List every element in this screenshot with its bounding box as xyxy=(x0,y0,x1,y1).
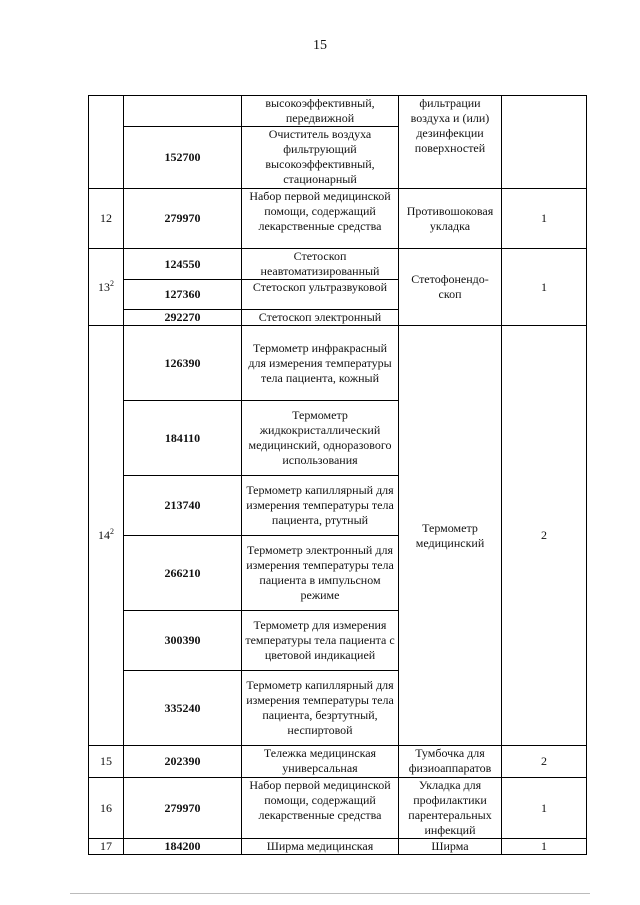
code-cell: 202390 xyxy=(124,746,242,778)
name-cell: Стетоскоп электронный xyxy=(242,310,399,326)
qty-cell: 1 xyxy=(502,189,587,249)
name-cell: Очиститель воздуха фильтрующий высокоэффективный, стационарный xyxy=(242,127,399,189)
row-number-cell: 16 xyxy=(89,778,124,839)
qty-cell: 2 xyxy=(502,326,587,746)
code-cell: 292270 xyxy=(124,310,242,326)
name-cell: Термометр капиллярный для измерения температуры тела пациента, безртутный, неспиртовой xyxy=(242,671,399,746)
table-row xyxy=(89,96,587,127)
row-number-cell: $14^2$ xyxy=(89,326,124,746)
code-cell: 184200 xyxy=(124,839,242,855)
name-cell: высокоэффективный, передвижной xyxy=(242,96,399,127)
code-cell: 213740 xyxy=(124,476,242,536)
code-cell: 279970 xyxy=(124,778,242,839)
type-cell: Ширма xyxy=(399,839,502,855)
code-cell: 127360 xyxy=(124,280,242,310)
name-cell: Термометр электронный для измерения температуры тела пациента в импульсном режиме xyxy=(242,536,399,611)
equipment-table xyxy=(88,95,587,855)
name-cell: Термометр жидкокристаллический медицинский, одноразового использования xyxy=(242,401,399,476)
name-cell: Ширма медицинская xyxy=(242,839,399,855)
type-cell: Укладка для профилактики парентеральных инфекций xyxy=(399,778,502,839)
table-row xyxy=(89,249,587,280)
table-row xyxy=(89,778,587,839)
table-row xyxy=(89,189,587,249)
qty-cell xyxy=(502,96,587,189)
name-cell: Термометр инфракрасный для измерения температуры тела пациента, кожный xyxy=(242,326,399,401)
name-cell: Тележка медицинская универсальная xyxy=(242,746,399,778)
type-cell: Термометр медицинский xyxy=(399,326,502,746)
page-number: 15 xyxy=(313,38,327,53)
name-cell: Термометр для измерения температуры тела пациента с цветовой индикацией xyxy=(242,611,399,671)
name-cell: Набор первой медицинской помощи, содержащий лекарственные средства xyxy=(242,189,399,249)
name-cell: Термометр капиллярный для измерения температуры тела пациента, ртутный xyxy=(242,476,399,536)
code-cell: 152700 xyxy=(124,127,242,189)
row-number-cell: 17 xyxy=(89,839,124,855)
type-cell: фильтрации воздуха и (или) дезинфекции поверхностей xyxy=(399,96,502,189)
code-cell: 184110 xyxy=(124,401,242,476)
row-number-cell: $13^2$ xyxy=(89,249,124,326)
qty-cell: 1 xyxy=(502,249,587,326)
name-cell: Стетоскоп ультразвуковой xyxy=(242,280,399,310)
row-number-cell xyxy=(89,96,124,189)
qty-cell: 2 xyxy=(502,746,587,778)
code-cell: 124550 xyxy=(124,249,242,280)
name-cell: Набор первой медицинской помощи, содержащий лекарственные средства xyxy=(242,778,399,839)
table-row xyxy=(89,839,587,855)
code-cell: 279970 xyxy=(124,189,242,249)
code-cell: 300390 xyxy=(124,611,242,671)
qty-cell: 1 xyxy=(502,839,587,855)
row-number-cell: 12 xyxy=(89,189,124,249)
page-edge-line xyxy=(70,893,590,894)
code-cell: 126390 xyxy=(124,326,242,401)
code-cell: 266210 xyxy=(124,536,242,611)
name-cell: Стетоскоп неавтоматизированный xyxy=(242,249,399,280)
type-cell: Противошоковая укладка xyxy=(399,189,502,249)
code-cell xyxy=(124,96,242,127)
type-cell: Тумбочка для физиоаппаратов xyxy=(399,746,502,778)
table-row xyxy=(89,746,587,778)
type-cell: Стетофонендо-скоп xyxy=(399,249,502,326)
qty-cell: 1 xyxy=(502,778,587,839)
row-number-cell: 15 xyxy=(89,746,124,778)
code-cell: 335240 xyxy=(124,671,242,746)
table-row xyxy=(89,326,587,401)
